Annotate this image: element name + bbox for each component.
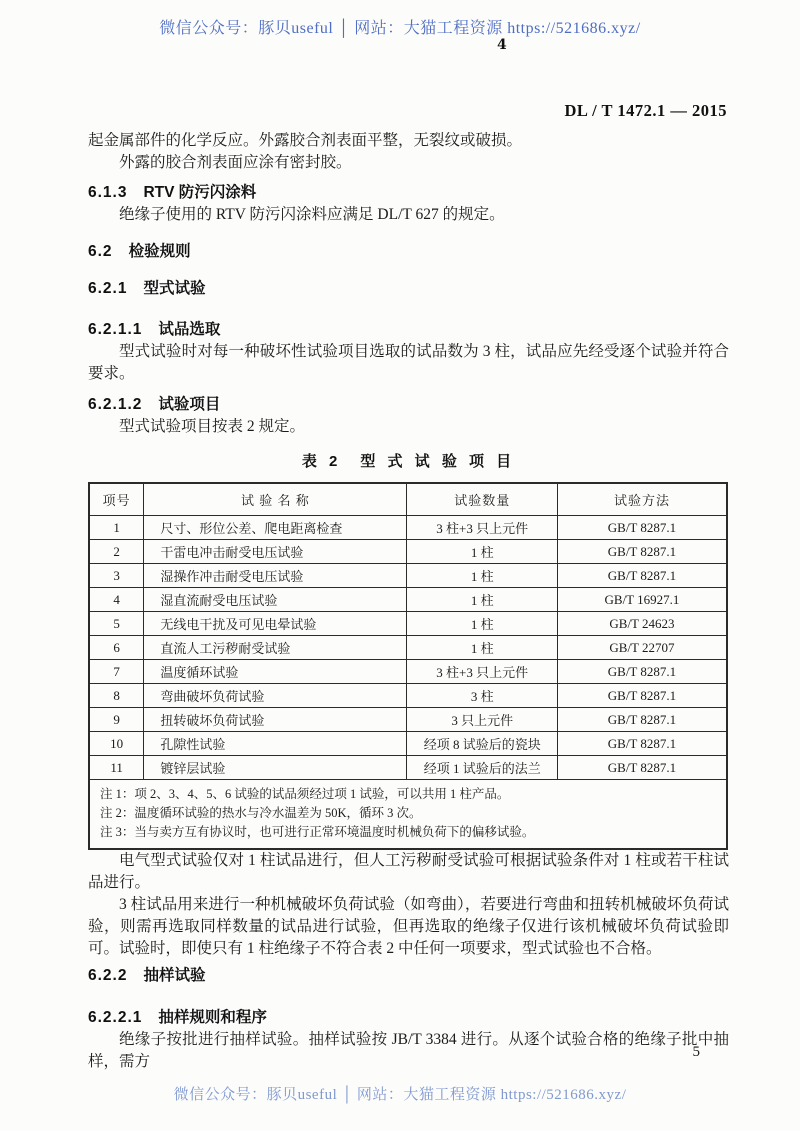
paragraph-6-1-3: 绝缘子使用的 RTV 防污闪涂料应满足 DL/T 627 的规定。 bbox=[119, 206, 505, 223]
table-cell: 扭转破坏负荷试验 bbox=[144, 708, 407, 732]
table-cell: 孔隙性试验 bbox=[144, 732, 407, 756]
table-cell: 干雷电冲击耐受电压试验 bbox=[144, 540, 407, 564]
column-header-test-quantity: 试验数量 bbox=[407, 483, 557, 516]
heading-6-1-3 bbox=[88, 182, 729, 204]
table-cell: 1 柱 bbox=[407, 540, 557, 564]
paragraph-after-table-1: 电气型式试验仅对 1 柱试品进行，但人工污秽耐受试验可根据试验条件对 1 柱或若干柱试品进行。 bbox=[88, 852, 729, 891]
heading-number: 6.2.1.1 bbox=[88, 321, 143, 338]
table-cell: 2 bbox=[89, 540, 144, 564]
heading-number: 6.2.2 bbox=[88, 967, 128, 984]
table-cell: 镀锌层试验 bbox=[144, 756, 407, 780]
heading-number: 6.2.1.2 bbox=[88, 396, 143, 413]
table-cell: 1 柱 bbox=[407, 588, 557, 612]
table-cell: 3 柱+3 只上元件 bbox=[407, 516, 557, 540]
table-row bbox=[89, 684, 727, 708]
column-header-test-method: 试验方法 bbox=[557, 483, 727, 516]
heading-title: RTV 防污闪涂料 bbox=[143, 184, 257, 201]
table-row bbox=[89, 660, 727, 684]
heading-6-2 bbox=[88, 241, 729, 263]
table-notes-cell bbox=[89, 780, 727, 850]
table-cell: 4 bbox=[89, 588, 144, 612]
table-cell: 经项 8 试验后的瓷块 bbox=[407, 732, 557, 756]
table-row bbox=[89, 564, 727, 588]
table-cell: 5 bbox=[89, 612, 144, 636]
heading-number: 6.2.1 bbox=[88, 280, 128, 297]
table-cell: 1 柱 bbox=[407, 564, 557, 588]
table-cell: 8 bbox=[89, 684, 144, 708]
paragraph-continuation-line1: 起金属部件的化学反应。外露胶合剂表面平整，无裂纹或破损。 bbox=[88, 132, 523, 149]
table-header-row bbox=[89, 483, 727, 516]
table-row bbox=[89, 708, 727, 732]
table-cell: 9 bbox=[89, 708, 144, 732]
watermark-footer: 微信公众号：豚贝useful │ 网站：大猫工程资源 https://521686.xyz/ bbox=[173, 1087, 627, 1103]
table-cell: 经项 1 试验后的法兰 bbox=[407, 756, 557, 780]
table-cell: 湿操作冲击耐受电压试验 bbox=[144, 564, 407, 588]
table-note-2: 注 2：温度循环试验的热水与冷水温差为 50K，循环 3 次。 bbox=[100, 806, 422, 820]
paragraph-6-2-2-1: 绝缘子按批进行抽样试验。抽样试验按 JB/T 3384 进行。从逐个试验合格的绝缘子批中抽样，需方 bbox=[88, 1031, 729, 1070]
heading-6-2-2-1 bbox=[88, 1007, 729, 1029]
heading-title: 试验项目 bbox=[158, 396, 221, 413]
table-cell: 温度循环试验 bbox=[144, 660, 407, 684]
table-cell: 6 bbox=[89, 636, 144, 660]
paragraph-6-2-1-2: 型式试验项目按表 2 规定。 bbox=[119, 418, 306, 435]
heading-6-2-1 bbox=[88, 278, 729, 300]
heading-title: 试品选取 bbox=[158, 321, 221, 338]
table-cell: GB/T 16927.1 bbox=[557, 588, 727, 612]
table-note-3: 注 3：当与卖方互有协议时，也可进行正常环境温度时机械负荷下的偏移试验。 bbox=[100, 825, 535, 839]
heading-number: 6.2 bbox=[88, 243, 113, 260]
table-cell: GB/T 8287.1 bbox=[557, 708, 727, 732]
table-cell: GB/T 8287.1 bbox=[557, 516, 727, 540]
test-items-body bbox=[89, 516, 727, 780]
table-cell: GB/T 8287.1 bbox=[557, 732, 727, 756]
table-cell: GB/T 8287.1 bbox=[557, 756, 727, 780]
page-number: 5 bbox=[692, 1044, 700, 1060]
top-center-mark: 4 bbox=[497, 37, 507, 53]
table-note-1: 注 1：项 2、3、4、5、6 试验的试品须经过项 1 试验，可以共用 1 柱产品。 bbox=[100, 787, 510, 801]
table-row bbox=[89, 636, 727, 660]
standard-number: DL / T 1472.1 — 2015 bbox=[564, 101, 727, 120]
table-cell: GB/T 8287.1 bbox=[557, 564, 727, 588]
paragraph-6-2-1-1: 型式试验时对每一种破坏性试验项目选取的试品数为 3 柱，试品应先经受逐个试验并符合要求。 bbox=[88, 343, 729, 382]
table-cell: 10 bbox=[89, 732, 144, 756]
table-cell: 1 柱 bbox=[407, 636, 557, 660]
heading-title: 抽样试验 bbox=[143, 967, 206, 984]
paragraph-continuation-line2: 外露的胶合剂表面应涂有密封胶。 bbox=[119, 154, 352, 171]
table-row bbox=[89, 540, 727, 564]
table-cell: GB/T 24623 bbox=[557, 612, 727, 636]
table-cell: 3 bbox=[89, 564, 144, 588]
table-cell: GB/T 8287.1 bbox=[557, 660, 727, 684]
table-2-type-test-items bbox=[88, 482, 728, 850]
column-header-test-name: 试 验 名 称 bbox=[144, 483, 407, 516]
table-cell: 1 bbox=[89, 516, 144, 540]
table-cell: 11 bbox=[89, 756, 144, 780]
table-notes-row bbox=[89, 780, 727, 850]
table-cell: 3 只上元件 bbox=[407, 708, 557, 732]
column-header-item-no: 项号 bbox=[89, 483, 144, 516]
heading-number: 6.2.2.1 bbox=[88, 1009, 143, 1026]
heading-number: 6.1.3 bbox=[88, 184, 128, 201]
table-cell: 3 柱+3 只上元件 bbox=[407, 660, 557, 684]
table-cell: GB/T 8287.1 bbox=[557, 684, 727, 708]
heading-title: 型式试验 bbox=[143, 280, 206, 297]
table-cell: 1 柱 bbox=[407, 612, 557, 636]
table-row bbox=[89, 612, 727, 636]
heading-title: 抽样规则和程序 bbox=[158, 1009, 267, 1026]
table-cell: 直流人工污秽耐受试验 bbox=[144, 636, 407, 660]
table-row bbox=[89, 732, 727, 756]
table-cell: 3 柱 bbox=[407, 684, 557, 708]
table-cell: GB/T 8287.1 bbox=[557, 540, 727, 564]
paragraph-after-table-2: 3 柱试品用来进行一种机械破坏负荷试验（如弯曲），若要进行弯曲和扭转机械破坏负荷试验，则需再选取同样数量的试品进行试验，但再选取的绝缘子仅进行该机械破坏负荷试验即可。试验时，即使只有 1 柱绝缘子不符合表 2 中任何一项要求，型式试验也不合格。 bbox=[88, 896, 729, 957]
table-cell: 湿直流耐受电压试验 bbox=[144, 588, 407, 612]
table-cell: 尺寸、形位公差、爬电距离检查 bbox=[144, 516, 407, 540]
page-body bbox=[88, 130, 729, 1073]
table-cell: GB/T 22707 bbox=[557, 636, 727, 660]
watermark-header: 微信公众号：豚贝useful │ 网站：大猫工程资源 https://521686.xyz/ bbox=[159, 20, 641, 37]
table-cell: 7 bbox=[89, 660, 144, 684]
table-cell: 弯曲破坏负荷试验 bbox=[144, 684, 407, 708]
table-cell: 无线电干扰及可见电晕试验 bbox=[144, 612, 407, 636]
heading-6-2-2 bbox=[88, 965, 729, 987]
heading-6-2-1-2 bbox=[88, 394, 729, 416]
table-row bbox=[89, 588, 727, 612]
heading-6-2-1-1 bbox=[88, 319, 729, 341]
table-row bbox=[89, 756, 727, 780]
table-row bbox=[89, 516, 727, 540]
heading-title: 检验规则 bbox=[128, 243, 191, 260]
table-2-title: 表 2 型 式 试 验 项 目 bbox=[301, 453, 516, 470]
